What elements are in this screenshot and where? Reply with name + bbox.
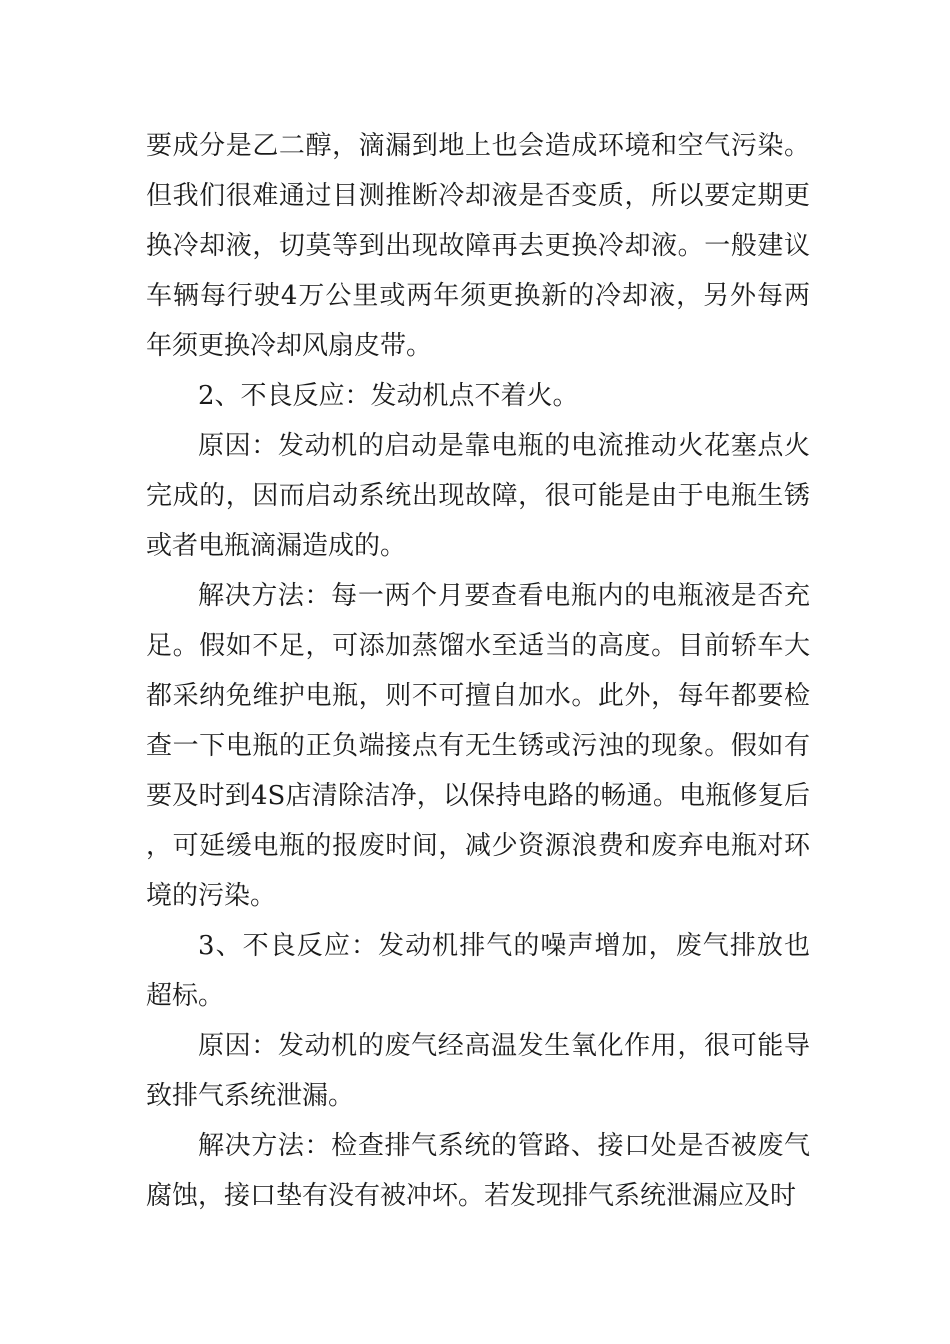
paragraph-symptom-3: 3、不良反应：发动机排气的噪声增加，废气排放也超标。 — [146, 931, 810, 1011]
paragraph-symptom-2: 2、不良反应：发动机点不着火。 — [198, 381, 579, 411]
paragraph-solution-2: 解决方法：每一两个月要查看电瓶内的电瓶液是否充足。假如不足，可添加蒸馏水至适当的高度。目前轿车大都采纳免维护电瓶，则不可擅自加水。此外，每年都要检查一下电瓶的正负端接点有无生锈或污浊的现象。假如有要及时到4S店清除洁净，以保持电路的畅通。电瓶修复后，可延缓电瓶的报废时间，减少资源浪费和废弃电瓶对环境的污染。 — [146, 581, 810, 911]
document-body — [146, 121, 810, 1221]
paragraph-coolant-continued: 要成分是乙二醇，滴漏到地上也会造成环境和空气污染。但我们很难通过目测推断冷却液是否变质，所以要定期更换冷却液，切莫等到出现故障再去更换冷却液。一般建议车辆每行驶4万公里或两年须更换新的冷却液，另外每两年须更换冷却风扇皮带。 — [146, 131, 810, 361]
paragraph-cause-3: 原因：发动机的废气经高温发生氧化作用，很可能导致排气系统泄漏。 — [146, 1031, 810, 1111]
paragraph-cause-2: 原因：发动机的启动是靠电瓶的电流推动火花塞点火完成的，因而启动系统出现故障，很可能是由于电瓶生锈或者电瓶滴漏造成的。 — [146, 431, 810, 561]
paragraph-solution-3: 解决方法：检查排气系统的管路、接口处是否被废气腐蚀，接口垫有没有被冲坏。若发现排气系统泄漏应及时 — [146, 1131, 810, 1211]
